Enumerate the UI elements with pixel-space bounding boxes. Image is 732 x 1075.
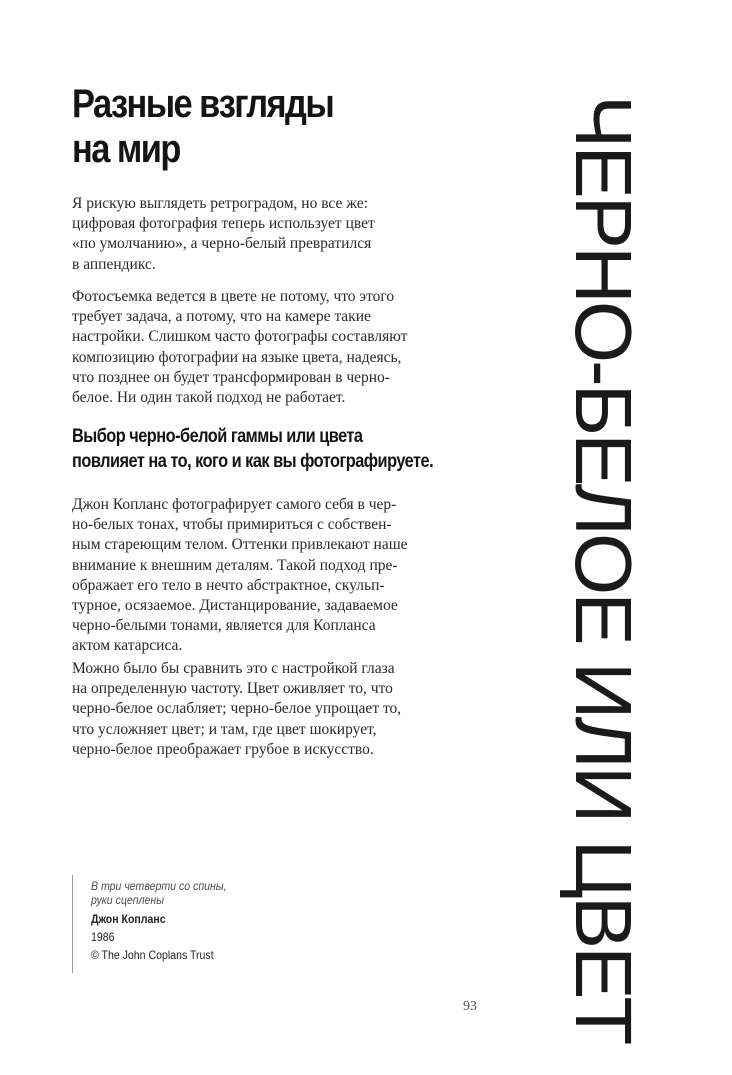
page-title xyxy=(72,82,433,172)
text-line: в аппендикс. xyxy=(72,255,156,273)
subheading-line: повлияет на то, кого и как вы фотографируете. xyxy=(72,451,434,472)
text-line: Фотосъемка ведется в цвете не потому, что этого xyxy=(72,288,395,305)
text-line: внимание к внешним деталям. Такой подход пре- xyxy=(72,556,398,574)
text-line: композицию фотографии на языке цвета, надеясь, xyxy=(72,348,402,366)
text-line: ным стареющим телом. Оттенки привлекают наше xyxy=(72,536,408,554)
caption-work-title xyxy=(91,879,227,907)
text-line: черно-белое ослабляет; черно-белое упрощает то, xyxy=(72,700,402,718)
paragraph-eye-tuning xyxy=(72,659,401,760)
chapter-title-text: ЧЕРНО-БЕЛОЕ ИЛИ ЦВЕТ xyxy=(559,95,648,1043)
text-line: актом катарсиса. xyxy=(72,637,183,655)
text-line: белое. Ни один такой подход не работает. xyxy=(72,389,346,407)
text-line: цифровая фотография теперь использует цвет xyxy=(72,215,375,233)
photo-caption xyxy=(72,875,245,973)
text-line: что усложняет цвет; и там, где цвет шокирует, xyxy=(72,720,377,738)
caption-copyright: © The John Coplans Trust xyxy=(91,948,214,962)
paragraph-coplans xyxy=(72,495,408,657)
text-line: Можно было бы сравнить это с настройкой глаза xyxy=(72,660,395,677)
text-line: «по умолчанию», а черно-белый превратился xyxy=(72,235,372,253)
text-line: на определенную частоту. Цвет оживляет то, что xyxy=(72,680,393,698)
caption-title-line: В три четверти со спины, xyxy=(91,879,227,893)
chapter-title-vertical xyxy=(559,95,648,1043)
page-title-line: Разные взгляды xyxy=(72,82,334,126)
text-line: ображает его тело в нечто абстрактное, скульп- xyxy=(72,576,385,594)
text-line: что позднее он будет трансформирован в черно- xyxy=(72,368,390,386)
caption-title-line: руки сцеплены xyxy=(91,893,165,907)
paragraph-intro xyxy=(72,194,375,275)
page-number: 93 xyxy=(463,999,477,1014)
subheading-line: Выбор черно-белой гаммы или цвета xyxy=(72,426,363,447)
text-line: Джон Копланс фотографирует самого себя в чер- xyxy=(72,496,397,513)
caption-author: Джон Копланс xyxy=(91,912,166,926)
text-line: настройки. Слишком часто фотографы составляют xyxy=(72,328,408,346)
text-line: турное, осязаемое. Дистанцирование, задаваемое xyxy=(72,597,398,615)
page-title-line: на мир xyxy=(72,127,180,171)
paragraph-color-shooting xyxy=(72,287,407,408)
text-line: Я рискую выглядеть ретроградом, но все же: xyxy=(72,195,368,212)
text-line: но-белых тонах, чтобы примириться с собствен- xyxy=(72,516,392,534)
text-line: черно-белое преображает грубое в искусство. xyxy=(72,740,374,758)
text-line: черно-белыми тонами, является для Копланса xyxy=(72,617,376,635)
subheading xyxy=(72,424,433,474)
text-line: требует задача, а потому, что на камере такие xyxy=(72,308,371,326)
caption-year: 1986 xyxy=(91,930,115,944)
